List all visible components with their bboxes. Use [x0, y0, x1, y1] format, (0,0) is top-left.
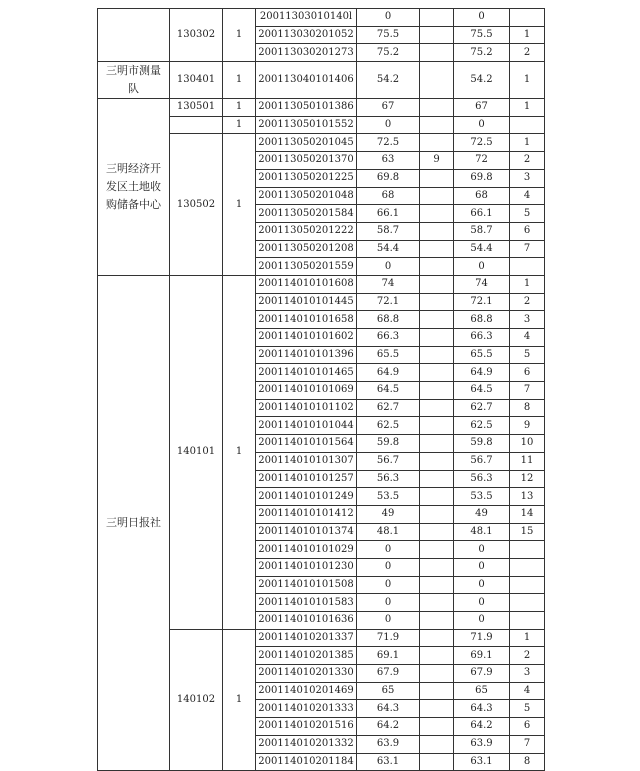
- position-code-cell: 140101: [170, 275, 223, 629]
- ticket-number-cell: 200113050201584: [256, 205, 357, 223]
- unit-name-cell: 三明经济开发区土地收购储备中心: [98, 99, 170, 276]
- quota-cell: 1: [223, 9, 256, 62]
- ticket-number-cell: 200114010201184: [256, 753, 357, 771]
- written-score-cell: 58.7: [357, 222, 420, 240]
- position-code-cell: 130501: [170, 99, 223, 117]
- ticket-number-cell: 200114010201332: [256, 735, 357, 753]
- written-score-cell: 65.5: [357, 346, 420, 364]
- bonus-points-cell: [420, 62, 454, 99]
- rank-cell: [510, 116, 545, 134]
- ticket-number-cell: 200113050101386: [256, 99, 357, 117]
- rank-cell: 1: [510, 99, 545, 117]
- written-score-cell: 62.5: [357, 417, 420, 435]
- table-row: [98, 62, 545, 99]
- ticket-number-cell: 200114010101608: [256, 275, 357, 293]
- written-score-cell: 65: [357, 682, 420, 700]
- rank-cell: 12: [510, 470, 545, 488]
- written-score-cell: 48.1: [357, 523, 420, 541]
- written-score-cell: 54.4: [357, 240, 420, 258]
- bonus-points-cell: [420, 576, 454, 594]
- position-code-cell: 130302: [170, 9, 223, 62]
- bonus-points-cell: 9: [420, 152, 454, 170]
- written-score-cell: 63: [357, 152, 420, 170]
- written-score-cell: 0: [357, 576, 420, 594]
- score-table: [97, 8, 545, 771]
- written-score-cell: 74: [357, 275, 420, 293]
- total-score-cell: 68.8: [454, 311, 510, 329]
- total-score-cell: 0: [454, 9, 510, 27]
- ticket-number-cell: 200114010101257: [256, 470, 357, 488]
- ticket-number-cell: 200114010101445: [256, 293, 357, 311]
- rank-cell: [510, 541, 545, 559]
- rank-cell: 8: [510, 753, 545, 771]
- total-score-cell: 72: [454, 152, 510, 170]
- written-score-cell: 69.1: [357, 647, 420, 665]
- bonus-points-cell: [420, 222, 454, 240]
- written-score-cell: 69.8: [357, 169, 420, 187]
- ticket-number-cell: 200114010101583: [256, 594, 357, 612]
- written-score-cell: 71.9: [357, 629, 420, 647]
- table-row: [98, 275, 545, 293]
- ticket-number-cell: 200114010101029: [256, 541, 357, 559]
- ticket-number-cell: 200114010101102: [256, 399, 357, 417]
- rank-cell: 5: [510, 346, 545, 364]
- ticket-number-cell: 200113050201208: [256, 240, 357, 258]
- written-score-cell: 0: [357, 612, 420, 630]
- ticket-number-cell: 200113030201273: [256, 44, 357, 62]
- bonus-points-cell: [420, 612, 454, 630]
- total-score-cell: 0: [454, 576, 510, 594]
- total-score-cell: 66.1: [454, 205, 510, 223]
- rank-cell: 6: [510, 364, 545, 382]
- total-score-cell: 69.8: [454, 169, 510, 187]
- written-score-cell: 54.2: [357, 62, 420, 99]
- total-score-cell: 64.2: [454, 718, 510, 736]
- bonus-points-cell: [420, 329, 454, 347]
- bonus-points-cell: [420, 452, 454, 470]
- written-score-cell: 56.7: [357, 452, 420, 470]
- rank-cell: 7: [510, 382, 545, 400]
- written-score-cell: 72.1: [357, 293, 420, 311]
- ticket-number-cell: 200113030201052: [256, 26, 357, 44]
- bonus-points-cell: [420, 364, 454, 382]
- total-score-cell: 0: [454, 594, 510, 612]
- total-score-cell: 54.2: [454, 62, 510, 99]
- position-code-cell: [170, 116, 223, 134]
- score-table-body: [98, 9, 545, 771]
- bonus-points-cell: [420, 505, 454, 523]
- written-score-cell: 0: [357, 558, 420, 576]
- ticket-number-cell: 200114010201333: [256, 700, 357, 718]
- total-score-cell: 0: [454, 612, 510, 630]
- rank-cell: [510, 612, 545, 630]
- rank-cell: 4: [510, 187, 545, 205]
- total-score-cell: 64.3: [454, 700, 510, 718]
- ticket-number-cell: 200113050201048: [256, 187, 357, 205]
- rank-cell: 9: [510, 417, 545, 435]
- rank-cell: [510, 594, 545, 612]
- ticket-number-cell: 200114010101044: [256, 417, 357, 435]
- ticket-number-cell: 200114010201469: [256, 682, 357, 700]
- ticket-number-cell: 200114010101508: [256, 576, 357, 594]
- rank-cell: 2: [510, 293, 545, 311]
- bonus-points-cell: [420, 700, 454, 718]
- total-score-cell: 63.1: [454, 753, 510, 771]
- unit-name-cell: 三明市测量队: [98, 62, 170, 99]
- total-score-cell: 75.2: [454, 44, 510, 62]
- total-score-cell: 0: [454, 258, 510, 276]
- written-score-cell: 67.9: [357, 665, 420, 683]
- position-code-cell: 140102: [170, 629, 223, 771]
- ticket-number-cell: 200113040101406: [256, 62, 357, 99]
- position-code-cell: 130502: [170, 134, 223, 276]
- total-score-cell: 67: [454, 99, 510, 117]
- total-score-cell: 49: [454, 505, 510, 523]
- rank-cell: 14: [510, 505, 545, 523]
- ticket-number-cell: 200113050201559: [256, 258, 357, 276]
- ticket-number-cell: 200114010101374: [256, 523, 357, 541]
- rank-cell: 7: [510, 735, 545, 753]
- quota-cell: 1: [223, 116, 256, 134]
- total-score-cell: 0: [454, 116, 510, 134]
- bonus-points-cell: [420, 647, 454, 665]
- rank-cell: 13: [510, 488, 545, 506]
- rank-cell: [510, 576, 545, 594]
- bonus-points-cell: [420, 293, 454, 311]
- written-score-cell: 49: [357, 505, 420, 523]
- written-score-cell: 0: [357, 9, 420, 27]
- ticket-number-cell: 200113050201225: [256, 169, 357, 187]
- quota-cell: 1: [223, 99, 256, 117]
- written-score-cell: 63.9: [357, 735, 420, 753]
- rank-cell: 1: [510, 62, 545, 99]
- rank-cell: [510, 9, 545, 27]
- ticket-number-cell: 200114010101307: [256, 452, 357, 470]
- written-score-cell: 0: [357, 258, 420, 276]
- rank-cell: 1: [510, 134, 545, 152]
- bonus-points-cell: [420, 594, 454, 612]
- total-score-cell: 68: [454, 187, 510, 205]
- bonus-points-cell: [420, 558, 454, 576]
- bonus-points-cell: [420, 417, 454, 435]
- bonus-points-cell: [420, 346, 454, 364]
- written-score-cell: 64.5: [357, 382, 420, 400]
- bonus-points-cell: [420, 753, 454, 771]
- bonus-points-cell: [420, 399, 454, 417]
- rank-cell: 2: [510, 647, 545, 665]
- written-score-cell: 66.1: [357, 205, 420, 223]
- total-score-cell: 69.1: [454, 647, 510, 665]
- bonus-points-cell: [420, 9, 454, 27]
- written-score-cell: 68.8: [357, 311, 420, 329]
- bonus-points-cell: [420, 116, 454, 134]
- total-score-cell: 67.9: [454, 665, 510, 683]
- quota-cell: 1: [223, 134, 256, 276]
- ticket-number-cell: 200114010201516: [256, 718, 357, 736]
- quota-cell: 1: [223, 62, 256, 99]
- bonus-points-cell: [420, 134, 454, 152]
- total-score-cell: 64.5: [454, 382, 510, 400]
- total-score-cell: 54.4: [454, 240, 510, 258]
- written-score-cell: 64.9: [357, 364, 420, 382]
- written-score-cell: 0: [357, 116, 420, 134]
- bonus-points-cell: [420, 629, 454, 647]
- bonus-points-cell: [420, 169, 454, 187]
- total-score-cell: 65: [454, 682, 510, 700]
- written-score-cell: 75.5: [357, 26, 420, 44]
- bonus-points-cell: [420, 44, 454, 62]
- quota-cell: 1: [223, 275, 256, 629]
- bonus-points-cell: [420, 435, 454, 453]
- ticket-number-cell: 200114010101636: [256, 612, 357, 630]
- bonus-points-cell: [420, 488, 454, 506]
- ticket-number-cell: 200114010201337: [256, 629, 357, 647]
- written-score-cell: 0: [357, 594, 420, 612]
- rank-cell: 6: [510, 718, 545, 736]
- ticket-number-cell: 200113050201222: [256, 222, 357, 240]
- total-score-cell: 75.5: [454, 26, 510, 44]
- rank-cell: 2: [510, 44, 545, 62]
- total-score-cell: 63.9: [454, 735, 510, 753]
- total-score-cell: 65.5: [454, 346, 510, 364]
- rank-cell: 5: [510, 205, 545, 223]
- ticket-number-cell: 200113050201370: [256, 152, 357, 170]
- ticket-number-cell: 200114010101658: [256, 311, 357, 329]
- written-score-cell: 67: [357, 99, 420, 117]
- total-score-cell: 72.1: [454, 293, 510, 311]
- quota-cell: 1: [223, 629, 256, 771]
- bonus-points-cell: [420, 275, 454, 293]
- total-score-cell: 58.7: [454, 222, 510, 240]
- bonus-points-cell: [420, 99, 454, 117]
- total-score-cell: 0: [454, 541, 510, 559]
- rank-cell: 15: [510, 523, 545, 541]
- rank-cell: 4: [510, 329, 545, 347]
- ticket-number-cell: 200114010101465: [256, 364, 357, 382]
- bonus-points-cell: [420, 541, 454, 559]
- bonus-points-cell: [420, 665, 454, 683]
- ticket-number-cell: 200114010101396: [256, 346, 357, 364]
- ticket-number-cell: 200113050201045: [256, 134, 357, 152]
- rank-cell: 11: [510, 452, 545, 470]
- total-score-cell: 56.7: [454, 452, 510, 470]
- bonus-points-cell: [420, 205, 454, 223]
- written-score-cell: 59.8: [357, 435, 420, 453]
- rank-cell: 10: [510, 435, 545, 453]
- written-score-cell: 64.3: [357, 700, 420, 718]
- unit-name-cell: 三明日报社: [98, 275, 170, 770]
- ticket-number-cell: 200114010101069: [256, 382, 357, 400]
- bonus-points-cell: [420, 523, 454, 541]
- rank-cell: 3: [510, 665, 545, 683]
- total-score-cell: 59.8: [454, 435, 510, 453]
- position-code-cell: 130401: [170, 62, 223, 99]
- rank-cell: 3: [510, 311, 545, 329]
- bonus-points-cell: [420, 187, 454, 205]
- total-score-cell: 74: [454, 275, 510, 293]
- written-score-cell: 72.5: [357, 134, 420, 152]
- bonus-points-cell: [420, 240, 454, 258]
- written-score-cell: 62.7: [357, 399, 420, 417]
- rank-cell: 2: [510, 152, 545, 170]
- table-row: [98, 9, 545, 27]
- rank-cell: 1: [510, 26, 545, 44]
- rank-cell: 1: [510, 275, 545, 293]
- written-score-cell: 66.3: [357, 329, 420, 347]
- total-score-cell: 62.7: [454, 399, 510, 417]
- bonus-points-cell: [420, 735, 454, 753]
- ticket-number-cell: 200114010201385: [256, 647, 357, 665]
- total-score-cell: 53.5: [454, 488, 510, 506]
- total-score-cell: 71.9: [454, 629, 510, 647]
- bonus-points-cell: [420, 682, 454, 700]
- ticket-number-cell: 200114010101602: [256, 329, 357, 347]
- written-score-cell: 56.3: [357, 470, 420, 488]
- ticket-number-cell: 200114010101564: [256, 435, 357, 453]
- total-score-cell: 62.5: [454, 417, 510, 435]
- rank-cell: 4: [510, 682, 545, 700]
- written-score-cell: 75.2: [357, 44, 420, 62]
- ticket-number-cell: 200114010201330: [256, 665, 357, 683]
- written-score-cell: 68: [357, 187, 420, 205]
- total-score-cell: 66.3: [454, 329, 510, 347]
- bonus-points-cell: [420, 311, 454, 329]
- ticket-number-cell: 20011303010140l: [256, 9, 357, 27]
- table-row: [98, 99, 545, 117]
- written-score-cell: 64.2: [357, 718, 420, 736]
- rank-cell: [510, 558, 545, 576]
- rank-cell: 8: [510, 399, 545, 417]
- ticket-number-cell: 200114010101412: [256, 505, 357, 523]
- bonus-points-cell: [420, 470, 454, 488]
- unit-name-cell: [98, 9, 170, 62]
- written-score-cell: 53.5: [357, 488, 420, 506]
- bonus-points-cell: [420, 718, 454, 736]
- total-score-cell: 48.1: [454, 523, 510, 541]
- total-score-cell: 72.5: [454, 134, 510, 152]
- written-score-cell: 63.1: [357, 753, 420, 771]
- bonus-points-cell: [420, 258, 454, 276]
- rank-cell: 5: [510, 700, 545, 718]
- ticket-number-cell: 200114010101249: [256, 488, 357, 506]
- bonus-points-cell: [420, 382, 454, 400]
- rank-cell: 7: [510, 240, 545, 258]
- total-score-cell: 0: [454, 558, 510, 576]
- ticket-number-cell: 200113050101552: [256, 116, 357, 134]
- total-score-cell: 56.3: [454, 470, 510, 488]
- bonus-points-cell: [420, 26, 454, 44]
- rank-cell: 3: [510, 169, 545, 187]
- rank-cell: [510, 258, 545, 276]
- rank-cell: 6: [510, 222, 545, 240]
- rank-cell: 1: [510, 629, 545, 647]
- total-score-cell: 64.9: [454, 364, 510, 382]
- written-score-cell: 0: [357, 541, 420, 559]
- ticket-number-cell: 200114010101230: [256, 558, 357, 576]
